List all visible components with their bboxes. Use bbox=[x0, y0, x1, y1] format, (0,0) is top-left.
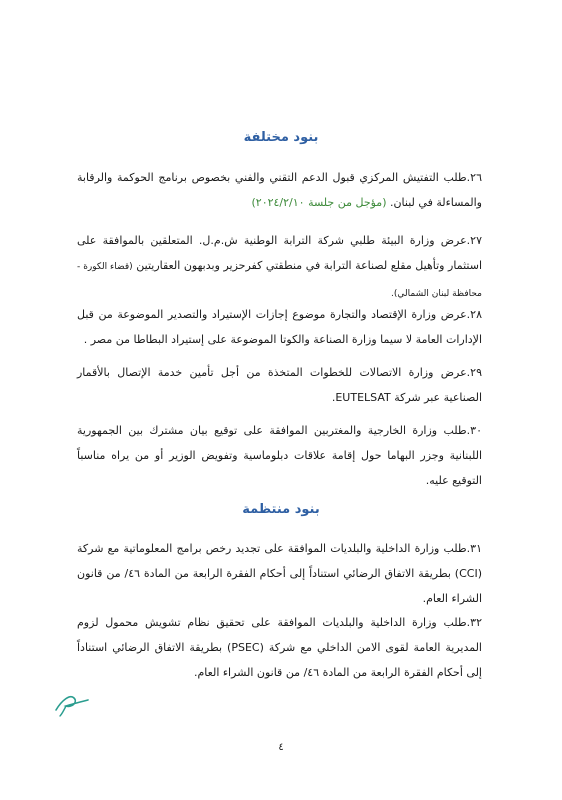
agenda-item-29 bbox=[77, 360, 482, 410]
item-number: ٣٢. bbox=[466, 616, 482, 629]
agenda-item-26 bbox=[77, 165, 482, 215]
item-number: ٣٠. bbox=[466, 424, 482, 437]
item-number: ٢٨. bbox=[466, 308, 482, 321]
item-text: عرض وزارة البيئة طلبي شركة الترابة الوطنية ش.م.ل. المتعلقين بالموافقة على استثمار وتأهيل مقلع لصناعة الترابة في منطقتي كفرحزير وبدبهون العقاريتين bbox=[77, 234, 482, 272]
postponed-note: (مؤجل من جلسة ٢٠٢٤/٢/١٠) bbox=[251, 196, 387, 209]
item-text: طلب وزارة الخارجية والمغتربين الموافقة على توقيع بيان مشترك بين الجمهورية اللبنانية وجزر البهاما حول إقامة علاقات دبلوماسية وتفويض الوزير أو من يراه مناسباً التوقيع عليه. bbox=[77, 424, 482, 487]
item-number: ٢٦. bbox=[466, 171, 482, 184]
agenda-item-30 bbox=[77, 418, 482, 493]
item-text: عرض وزارة الاتصالات للخطوات المتخذة من أجل تأمين خدمة الإتصال بالأقمار الصناعية عبر شركة EUTELSAT. bbox=[77, 366, 482, 404]
item-text: عرض وزارة الإقتصاد والتجارة موضوع إجازات الإستيراد والتصدير الموضوعة من قبل الإدارات العامة لا سيما وزارة الصناعة والكوتا الموضوعة على إستيراد البطاطا من مصر . bbox=[77, 308, 482, 346]
agenda-item-27 bbox=[77, 228, 482, 307]
item-text: طلب وزارة الداخلية والبلديات الموافقة على تجديد رخص برامج المعلوماتية مع شركة (CCI) بطريقة الاتفاق الرضائي استناداً إلى أحكام الفقرة الرابعة من المادة ٤٦/ من قانون الشراء العام. bbox=[77, 542, 482, 605]
agenda-item-31 bbox=[77, 536, 482, 611]
page-number: ٤ bbox=[278, 742, 284, 753]
item-number: ٢٧. bbox=[466, 234, 482, 247]
item-number: ٣١. bbox=[466, 542, 482, 555]
handwritten-signature bbox=[52, 680, 92, 720]
item-text: طلب التفتيش المركزي قبول الدعم التقني والفني بخصوص برنامج الحوكمة والرقابة والمساءلة في لبنان. bbox=[77, 171, 482, 209]
agenda-item-32 bbox=[77, 610, 482, 685]
section-heading-misc: بنود مختلفة bbox=[243, 130, 319, 145]
item-text: طلب وزارة الداخلية والبلديات الموافقة على تحقيق نظام تشويش محمول لزوم المديرية العامة لقوى الامن الداخلي مع شركة (PSEC) بطريقة الاتفاق الرضائي استناداً إلى أحكام الفقرة الرابعة من المادة ٤٦/ من قانون الشراء العام. bbox=[77, 616, 482, 679]
agenda-item-28 bbox=[77, 302, 482, 352]
item-number: ٢٩. bbox=[466, 366, 482, 379]
section-heading-regular: بنود منتظمة bbox=[242, 502, 320, 517]
item-location: (قضاء الكورة - محافظة لبنان الشمالي). bbox=[77, 262, 482, 299]
